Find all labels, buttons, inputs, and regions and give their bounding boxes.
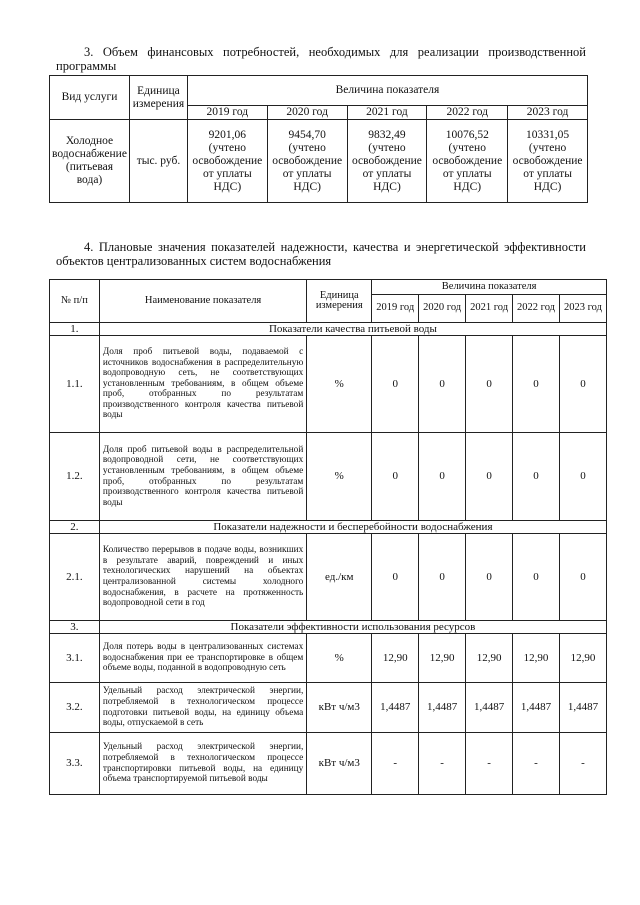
t1-header-year: 2022 год (427, 106, 508, 120)
row-unit: % (307, 634, 372, 683)
row-value: 12,90 (372, 634, 419, 683)
section-title: Показатели качества питьевой воды (99, 323, 606, 336)
section-num: 2. (50, 521, 100, 534)
table-row (50, 683, 607, 733)
section-4-heading (56, 240, 586, 268)
t2-header-unit: Единица измерения (307, 280, 372, 323)
t1-note: (учтено освобождение от уплаты НДС) (272, 141, 343, 193)
row-name: Доля потерь воды в централизованных системах водоснабжения при ее транспортировке в общем объеме воды, поданной в водопроводную сеть (99, 634, 306, 683)
t1-header-year: 2021 год (347, 106, 427, 120)
section-title: Показатели надежности и бесперебойности водоснабжения (99, 521, 606, 534)
financial-needs-table (49, 75, 588, 203)
row-num: 1.2. (50, 433, 100, 521)
t2-header-year: 2019 год (372, 295, 419, 323)
section-3-heading-line2: программы (56, 59, 117, 73)
t2-header-value: Величина показателя (372, 280, 607, 295)
t2-header-year: 2023 год (559, 295, 606, 323)
t1-value-cell (347, 120, 427, 203)
t1-value: 9832,49 (368, 128, 406, 141)
row-value: 0 (419, 336, 466, 433)
t1-value-cell (508, 120, 588, 203)
section-num: 1. (50, 323, 100, 336)
table-row (50, 433, 607, 521)
row-value: 12,90 (466, 634, 513, 683)
row-name: Удельный расход электрической энергии, потребляемой в технологическом процессе подготовки питьевой воды, на единицу объема воды, отпускаемой в сеть (99, 683, 306, 733)
table-row (50, 634, 607, 683)
row-value: 0 (466, 433, 513, 521)
t1-header-unit: Единица измерения (129, 76, 187, 120)
t2-header-name: Наименование показателя (99, 280, 306, 323)
t1-value-cell (267, 120, 347, 203)
section-row (50, 323, 607, 336)
row-value: 1,4487 (466, 683, 513, 733)
row-value: 0 (372, 534, 419, 621)
t1-value: 9201,06 (208, 128, 247, 141)
section-row (50, 521, 607, 534)
row-name: Удельный расход электрической энергии, потребляемой в технологическом процессе транспортировки питьевой воды, на единицу объема транспортируемой питьевой воды (99, 733, 306, 795)
row-value: 1,4487 (372, 683, 419, 733)
row-value: 0 (559, 336, 606, 433)
row-value: 0 (559, 433, 606, 521)
row-name: Количество перерывов в подаче воды, возникших в результате аварий, повреждений и иных технологических нарушений на объектах централизованной системы холодного водоснабжения, в расчете на протяженность водопроводной сети в год (99, 534, 306, 621)
row-value: 1,4487 (559, 683, 606, 733)
row-value: - (372, 733, 419, 795)
row-value: - (559, 733, 606, 795)
section-4-heading-line2: объектов централизованных систем водоснабжения (56, 254, 332, 268)
row-value: 0 (466, 336, 513, 433)
row-value: - (419, 733, 466, 795)
row-num: 1.1. (50, 336, 100, 433)
table-row (50, 733, 607, 795)
row-value: 1,4487 (419, 683, 466, 733)
row-num: 3.1. (50, 634, 100, 683)
row-value: 1,4487 (513, 683, 560, 733)
row-name: Доля проб питьевой воды в распределительной водопроводной сети, не соответствующих установленным требованиям, в общем объеме проб, отобранных по результатам производственного контроля качества питьевой воды (99, 433, 306, 521)
row-value: 0 (513, 534, 560, 621)
row-unit: кВт ч/м3 (307, 733, 372, 795)
section-num: 3. (50, 621, 100, 634)
row-value: - (513, 733, 560, 795)
row-value: 12,90 (513, 634, 560, 683)
t1-header-value: Величина показателя (187, 76, 587, 106)
t2-header-num: № п/п (50, 280, 100, 323)
row-value: - (466, 733, 513, 795)
row-value: 12,90 (559, 634, 606, 683)
row-name: Доля проб питьевой воды, подаваемой с источников водоснабжения в распределительную водопроводную сеть, не соответствующих установленным требованиям, в общем объеме проб, отобранных по результатам производственного контроля качества питьевой воды (99, 336, 306, 433)
row-unit: кВт ч/м3 (307, 683, 372, 733)
t2-header-year: 2021 год (466, 295, 513, 323)
row-value: 0 (419, 534, 466, 621)
t1-value-cell (427, 120, 508, 203)
section-title: Показатели эффективности использования ресурсов (99, 621, 606, 634)
t1-note: (учтено освобождение от уплаты НДС) (352, 141, 422, 193)
section-3-heading (56, 45, 586, 73)
t1-unit-cell: тыс. руб. (129, 120, 187, 203)
row-value: 0 (513, 336, 560, 433)
t1-note: (учтено освобождение от уплаты НДС) (192, 141, 263, 193)
row-value: 0 (372, 336, 419, 433)
row-num: 3.3. (50, 733, 100, 795)
indicators-table (49, 279, 607, 795)
t2-header-year: 2020 год (419, 295, 466, 323)
t1-note: (учтено освобождение от уплаты НДС) (512, 141, 583, 193)
row-value: 0 (513, 433, 560, 521)
t1-value-cell (187, 120, 267, 203)
t1-header-year: 2020 год (267, 106, 347, 120)
row-value: 0 (559, 534, 606, 621)
row-num: 2.1. (50, 534, 100, 621)
row-unit: ед./км (307, 534, 372, 621)
row-value: 0 (372, 433, 419, 521)
row-value: 12,90 (419, 634, 466, 683)
t1-header-year: 2019 год (187, 106, 267, 120)
section-row (50, 621, 607, 634)
table-row (50, 336, 607, 433)
section-3-heading-line1: 3. Объем финансовых потребностей, необходимых для реализации производственной (84, 45, 586, 59)
t2-header-year: 2022 год (513, 295, 560, 323)
t1-header-year: 2023 год (508, 106, 588, 120)
row-num: 3.2. (50, 683, 100, 733)
row-unit: % (307, 336, 372, 433)
section-4-heading-line1: 4. Плановые значения показателей надежности, качества и энергетической эффективности (84, 240, 586, 254)
t1-value: 9454,70 (288, 128, 326, 141)
row-value: 0 (466, 534, 513, 621)
t1-value: 10331,05 (526, 128, 570, 141)
t1-service-cell: Холодное водоснабжение (питьевая вода) (50, 120, 130, 203)
row-unit: % (307, 433, 372, 521)
t1-note: (учтено освобождение от уплаты НДС) (432, 141, 503, 193)
row-value: 0 (419, 433, 466, 521)
table-row (50, 534, 607, 621)
t1-header-service: Вид услуги (50, 76, 130, 120)
t1-value: 10076,52 (445, 128, 489, 141)
